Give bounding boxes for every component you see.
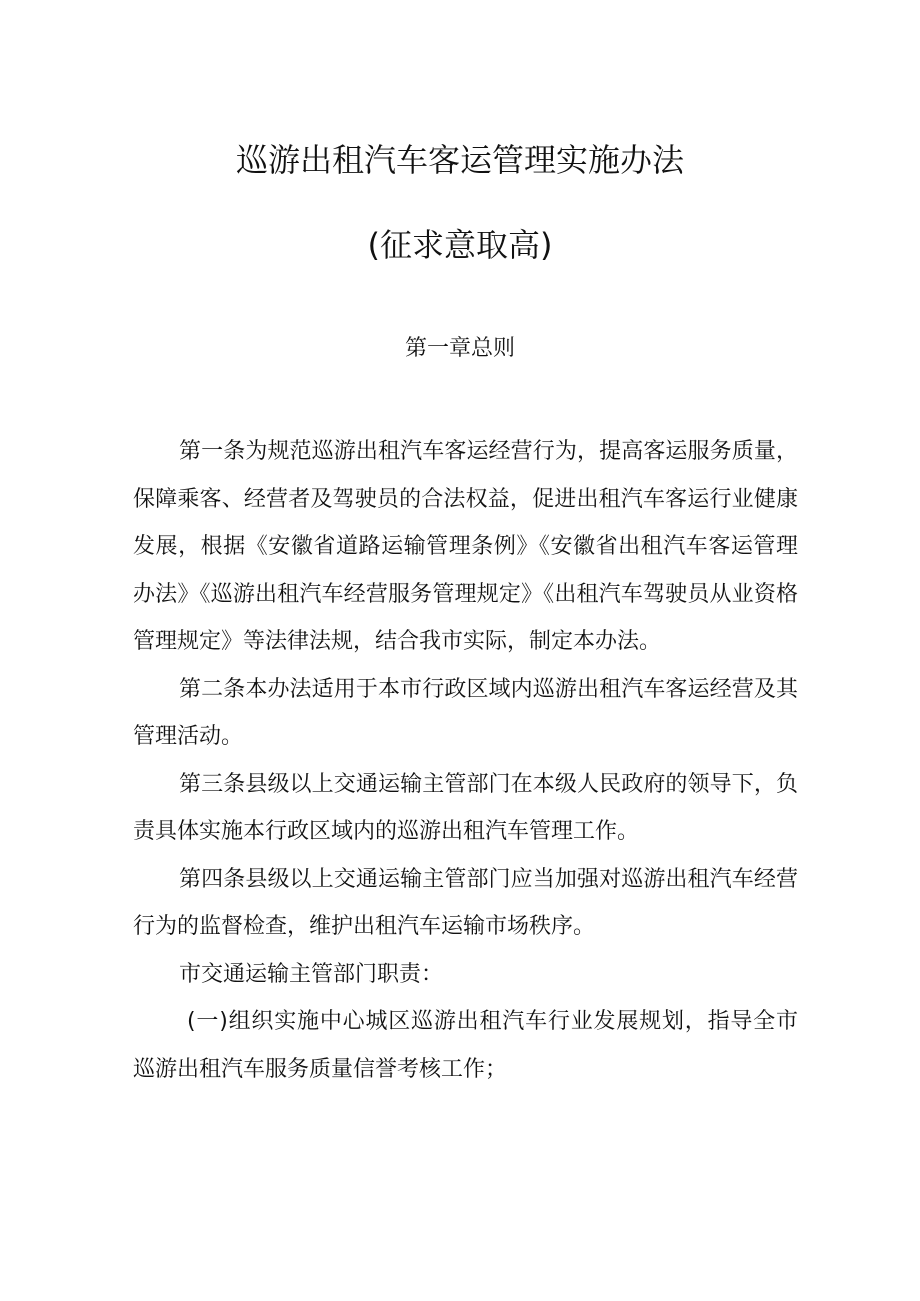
- document-subtitle: (征求意取高): [367, 226, 553, 264]
- article-1-paragraph: 第一条为规范巡游出租汽车客运经营行为，提高客运服务质量，保障乘客、经营者及驾驶员的合法权益，促进出租汽车客运行业健康发展，根据《安徽省道路运输管理条例》《安徽省出租汽车客运管理办法》《巡游出租汽车经营服务管理规定》《出租汽车驾驶员从业资格管理规定》等法律法规，结合我市实际，制定本办法。: [133, 439, 798, 654]
- document-title: 巡游出租汽车客运管理实施办法: [235, 141, 684, 179]
- article-3-paragraph: 第三条县级以上交通运输主管部门在本级人民政府的领导下，负责具体实施本行政区域内的巡游出租汽车管理工作。: [133, 771, 798, 844]
- article-2-paragraph: 第二条本办法适用于本市行政区域内巡游出租汽车客运经营及其管理活动。: [133, 676, 798, 749]
- document-body: [133, 428, 798, 1093]
- duty-item-1-paragraph: (一)组织实施中心城区巡游出租汽车行业发展规划，指导全市巡游出租汽车服务质量信誉考核工作；: [133, 1009, 798, 1082]
- chapter-heading: 第一章总则: [404, 336, 515, 361]
- duties-heading-paragraph: 市交通运输主管部门职责：: [179, 961, 444, 987]
- article-4-paragraph: 第四条县级以上交通运输主管部门应当加强对巡游出租汽车经营行为的监督检查，维护出租汽车运输市场秩序。: [133, 866, 798, 939]
